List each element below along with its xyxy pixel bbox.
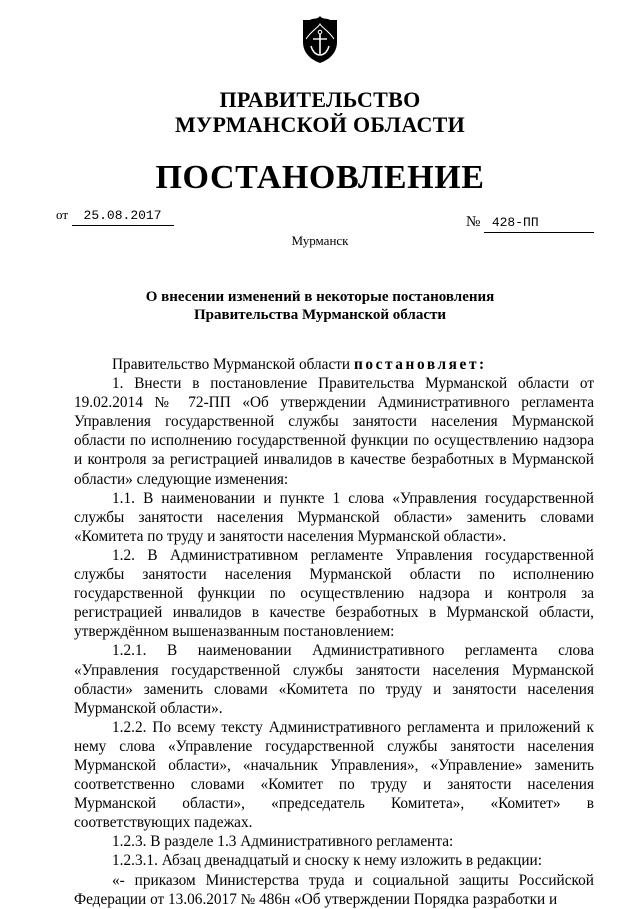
date-value: 25.08.2017	[72, 207, 174, 226]
number-prefix: №	[466, 214, 481, 230]
date-prefix: от	[56, 207, 69, 222]
number-field	[466, 213, 594, 233]
resolution-title-line2: Правительства Мурманской области	[193, 307, 447, 323]
paragraph-1-1: 1.1. В наименовании и пункте 1 слова «Управления государственной службы занятости населения Мурманской области» заменить словами «Комитета по труду и занятости населения Мурманской области».	[74, 489, 594, 545]
preamble	[74, 355, 594, 374]
resolution-title-line1: О внесении изменений в некоторые постановления	[145, 289, 495, 305]
decree-word: постановляет:	[353, 356, 487, 373]
paragraph-1-2-1: 1.2.1. В наименовании Административного регламента слова «Управления государственной службы занятости населения Мурманской области» заменить словами «Комитета по труду и занятости населения Мурманской области».	[74, 642, 594, 717]
document-body	[74, 355, 594, 909]
date-field	[56, 206, 174, 226]
city-label: Мурманск	[291, 233, 349, 248]
government-title-line2: МУРМАНСКОЙ ОБЛАСТИ	[174, 112, 466, 137]
paragraph-quote: «- приказом Министерства труда и социальной защиты Российской Федерации от 13.06.2017 № 486н «Об утверждении Порядка разработки и	[74, 871, 594, 908]
coat-of-arms-icon	[300, 12, 340, 64]
paragraph-1-2: 1.2. В Административном регламенте Управления государственной службы занятости населения Мурманской области по исполнению государственной функции по осуществлению надзора и контроля за регистрацией инвалидов в качестве безработных в Мурманской области, утверждённом вышеназванным постановлением:	[74, 546, 594, 641]
government-title-line1: ПРАВИТЕЛЬСТВО	[219, 87, 421, 112]
paragraph-1-2-2: 1.2.2. По всему тексту Административного регламента и приложений к нему слова «Управление государственной службы занятости населения Мурманской области», «начальник Управления», «Управление» заменить соответственно словами «Комитет по труду и занятости населения Мурманской области», «председатель Комитета», «Комитет» в соответствующих падежах.	[74, 718, 594, 832]
number-value: 428-ПП	[484, 214, 594, 233]
paragraph-1: 1. Внести в постановление Правительства Мурманской области от 19.02.2014 № 72-ПП «Об утверждении Административного регламента Управления государственной службы занятости населения Мурманской области по исполнению государственной функции по осуществлению надзора и контроля за регистрацией инвалидов в качестве безработных в Мурманской области» следующие изменения:	[74, 375, 594, 488]
paragraph-1-2-3-1: 1.2.3.1. Абзац двенадцатый и сноску к нему изложить в редакции:	[112, 852, 542, 870]
preamble-text: Правительство Мурманской области	[112, 356, 354, 373]
paragraph-1-2-3: 1.2.3. В разделе 1.3 Административного регламента:	[112, 833, 454, 851]
document-type-heading: ПОСТАНОВЛЕНИЕ	[155, 159, 485, 196]
